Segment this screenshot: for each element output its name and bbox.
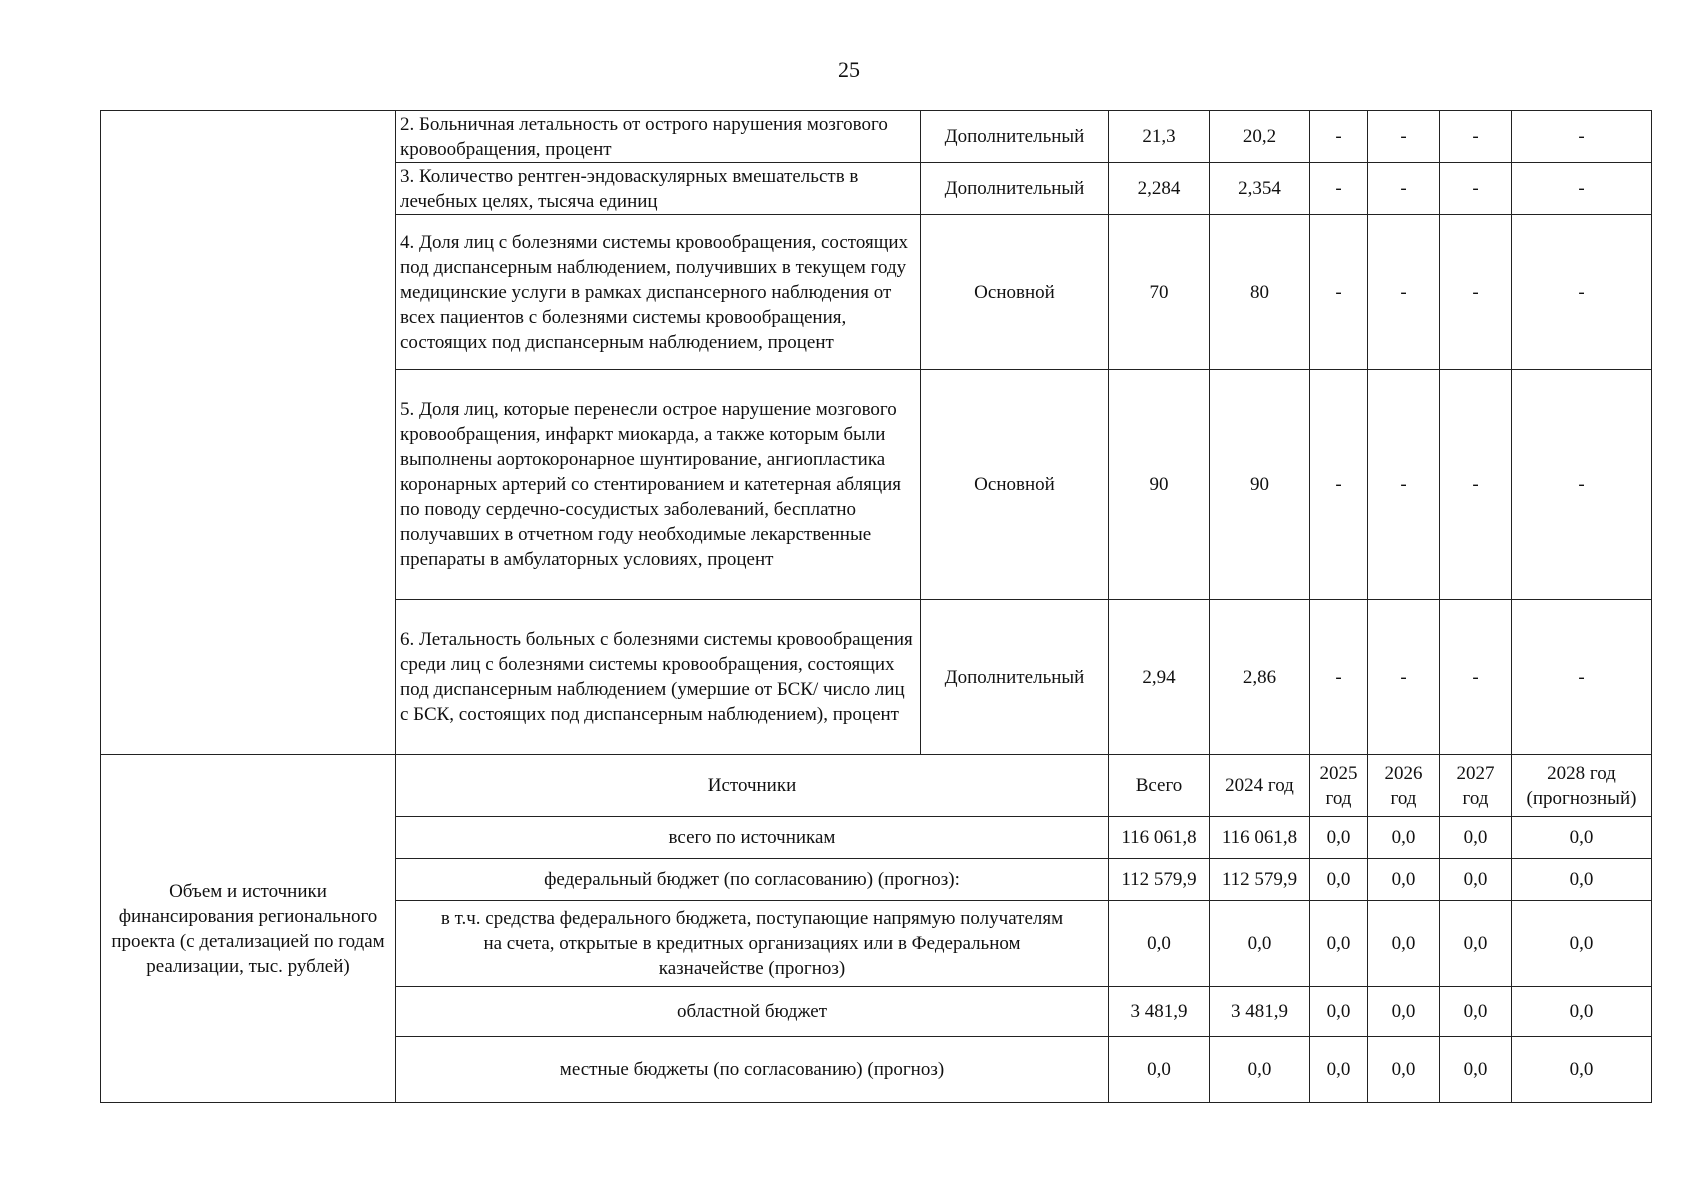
financing-2025: 0,0 — [1310, 1037, 1368, 1103]
indicator-type: Дополнительный — [921, 163, 1109, 215]
indicator-name: 5. Доля лиц, которые перенесли острое нарушение мозгового кровообращения, инфаркт миокарда, а также которым были выполнены аортокоронарное шунтирование, ангиопластика коронарных артерий со стентированием и катетерная абляция по поводу сердечно-сосудистых заболеваний, бесплатно получавших в отчетном году необходимые лекарственные препараты в амбулаторных условиях, процент — [396, 370, 921, 600]
indicator-value: - — [1368, 111, 1440, 163]
header-2028: 2028 год (прогнозный) — [1512, 755, 1652, 817]
financing-2028: 0,0 — [1512, 817, 1652, 859]
financing-2025: 0,0 — [1310, 817, 1368, 859]
indicator-value: - — [1310, 600, 1368, 755]
indicator-value: - — [1310, 163, 1368, 215]
indicator-value: - — [1310, 111, 1368, 163]
financing-2024: 3 481,9 — [1210, 987, 1310, 1037]
indicator-type: Дополнительный — [921, 111, 1109, 163]
financing-2028: 0,0 — [1512, 1037, 1652, 1103]
indicator-value: - — [1512, 600, 1652, 755]
financing-2028: 0,0 — [1512, 901, 1652, 987]
indicator-value: - — [1512, 163, 1652, 215]
indicator-value: - — [1368, 215, 1440, 370]
financing-source: в т.ч. средства федерального бюджета, поступающие напрямую получателям на счета, открытые в кредитных организациях или в Федеральном казначействе (прогноз) — [396, 901, 1109, 987]
indicator-value: 80 — [1210, 215, 1310, 370]
indicator-value: - — [1512, 370, 1652, 600]
empty-label-cell — [101, 111, 396, 755]
financing-2025: 0,0 — [1310, 859, 1368, 901]
financing-label: Объем и источники финансирования регионального проекта (с детализацией по годам реализации, тыс. рублей) — [101, 755, 396, 1103]
financing-2027: 0,0 — [1440, 987, 1512, 1037]
header-sources: Источники — [396, 755, 1109, 817]
financing-2026: 0,0 — [1368, 987, 1440, 1037]
financing-source: областной бюджет — [396, 987, 1109, 1037]
header-2025: 2025 год — [1310, 755, 1368, 817]
indicator-value: - — [1368, 163, 1440, 215]
financing-2027: 0,0 — [1440, 817, 1512, 859]
financing-2024: 0,0 — [1210, 1037, 1310, 1103]
indicator-value: 2,284 — [1109, 163, 1210, 215]
indicator-value: - — [1440, 111, 1512, 163]
header-2026: 2026 год — [1368, 755, 1440, 817]
indicator-name: 2. Больничная летальность от острого нарушения мозгового кровообращения, процент — [396, 111, 921, 163]
indicator-value: 90 — [1210, 370, 1310, 600]
header-total: Всего — [1109, 755, 1210, 817]
financing-total: 3 481,9 — [1109, 987, 1210, 1037]
financing-2028: 0,0 — [1512, 987, 1652, 1037]
header-2024: 2024 год — [1210, 755, 1310, 817]
header-2027: 2027 год — [1440, 755, 1512, 817]
indicator-name: 3. Количество рентген-эндоваскулярных вмешательств в лечебных целях, тысяча единиц — [396, 163, 921, 215]
financing-2027: 0,0 — [1440, 859, 1512, 901]
indicator-name: 6. Летальность больных с болезнями системы кровообращения среди лиц с болезнями системы кровообращения, состоящих под диспансерным наблюдением (умершие от БСК/ число лиц с БСК, состоящих под диспансерным наблюдением), процент — [396, 600, 921, 755]
indicator-type: Дополнительный — [921, 600, 1109, 755]
financing-2027: 0,0 — [1440, 901, 1512, 987]
indicator-value: 2,94 — [1109, 600, 1210, 755]
indicator-value: 20,2 — [1210, 111, 1310, 163]
financing-2025: 0,0 — [1310, 901, 1368, 987]
indicator-value: - — [1440, 600, 1512, 755]
indicator-value: 90 — [1109, 370, 1210, 600]
financing-total: 116 061,8 — [1109, 817, 1210, 859]
indicator-value: - — [1512, 215, 1652, 370]
indicator-value: 21,3 — [1109, 111, 1210, 163]
financing-2026: 0,0 — [1368, 817, 1440, 859]
financing-2024: 116 061,8 — [1210, 817, 1310, 859]
indicator-value: - — [1368, 370, 1440, 600]
indicator-value: - — [1310, 215, 1368, 370]
financing-source: федеральный бюджет (по согласованию) (прогноз): — [396, 859, 1109, 901]
financing-source: местные бюджеты (по согласованию) (прогноз) — [396, 1037, 1109, 1103]
financing-2026: 0,0 — [1368, 859, 1440, 901]
indicator-value: 2,86 — [1210, 600, 1310, 755]
financing-2027: 0,0 — [1440, 1037, 1512, 1103]
indicator-name: 4. Доля лиц с болезнями системы кровообращения, состоящих под диспансерным наблюдением, получивших в текущем году медицинские услуги в рамках диспансерного наблюдения от всех пациентов с болезнями системы кровообращения, состоящих под диспансерным наблюдением, процент — [396, 215, 921, 370]
page-number: 25 — [838, 57, 860, 82]
indicator-type: Основной — [921, 370, 1109, 600]
indicator-value: - — [1512, 111, 1652, 163]
financing-total: 0,0 — [1109, 901, 1210, 987]
financing-2026: 0,0 — [1368, 901, 1440, 987]
project-table — [100, 110, 1652, 1103]
indicator-value: - — [1440, 370, 1512, 600]
indicator-value: - — [1440, 163, 1512, 215]
financing-2026: 0,0 — [1368, 1037, 1440, 1103]
financing-2028: 0,0 — [1512, 859, 1652, 901]
indicator-value: - — [1368, 600, 1440, 755]
financing-2024: 0,0 — [1210, 901, 1310, 987]
financing-2024: 112 579,9 — [1210, 859, 1310, 901]
indicator-type: Основной — [921, 215, 1109, 370]
indicator-value: - — [1440, 215, 1512, 370]
indicator-value: - — [1310, 370, 1368, 600]
indicator-row — [101, 111, 1652, 163]
financing-total: 112 579,9 — [1109, 859, 1210, 901]
financing-header-row — [101, 755, 1652, 817]
indicator-value: 70 — [1109, 215, 1210, 370]
financing-total: 0,0 — [1109, 1037, 1210, 1103]
financing-source: всего по источникам — [396, 817, 1109, 859]
indicator-value: 2,354 — [1210, 163, 1310, 215]
financing-2025: 0,0 — [1310, 987, 1368, 1037]
